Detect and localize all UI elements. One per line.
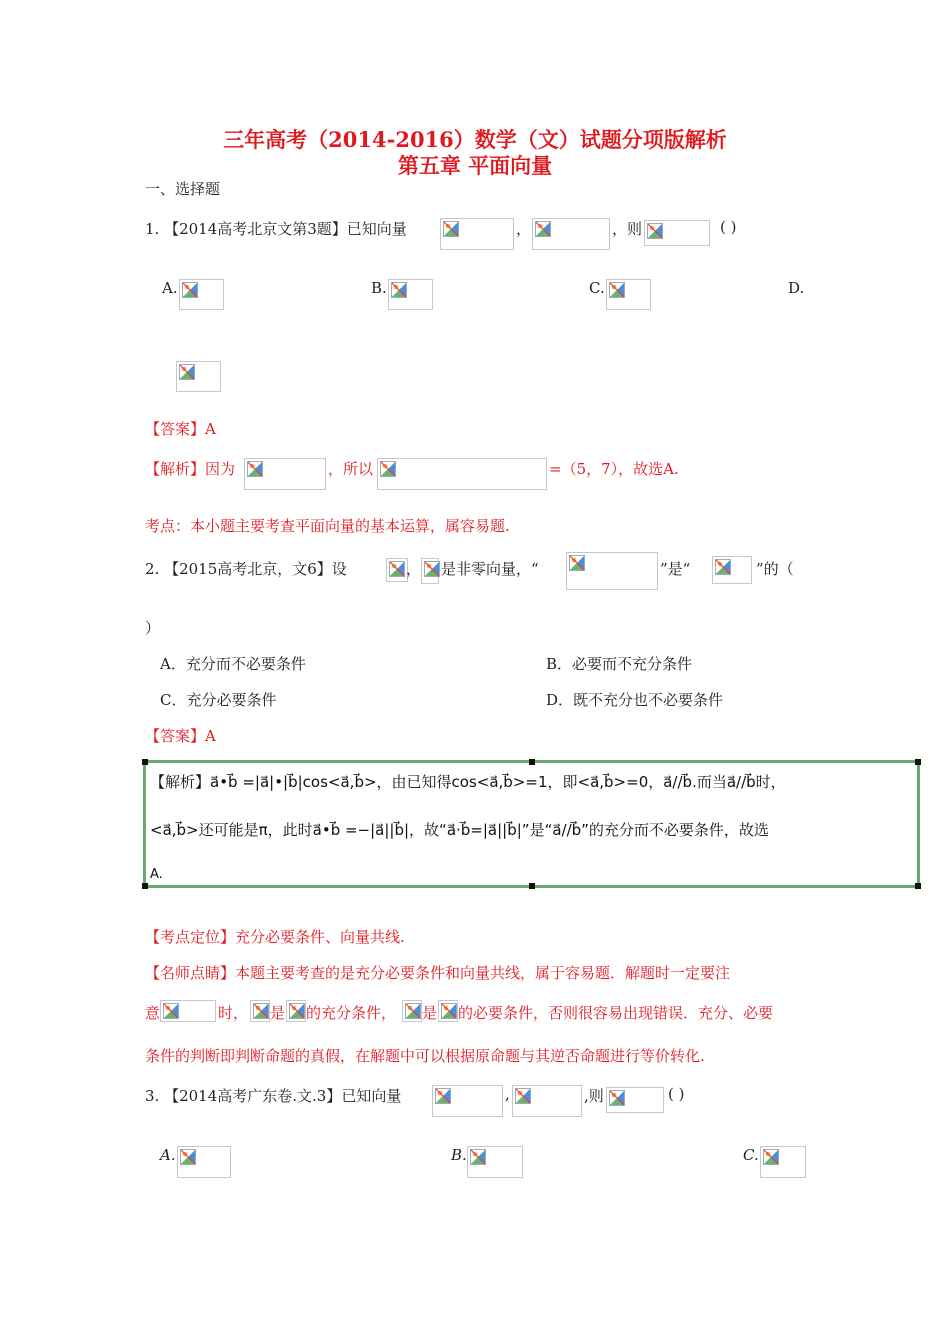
mingshi-line: 条件的判断即判断命题的真假，在解题中可以根据原命题与其逆否命题进行等价转化. <box>145 1047 705 1065</box>
q2-stem: ”是“ <box>660 560 691 578</box>
resize-handle <box>529 883 535 889</box>
analysis: =（5，7），故选A. <box>549 460 679 478</box>
formula-image <box>286 1000 306 1022</box>
broken-image-icon <box>609 1090 625 1106</box>
resize-handle <box>915 883 921 889</box>
comma: ， <box>406 560 422 578</box>
formula-image <box>250 1000 270 1022</box>
answer: 【答案】A <box>145 727 216 745</box>
answer-paren: ( ) <box>720 218 737 236</box>
doc-title: 三年高考（2014-2016）数学（文）试题分项版解析 <box>223 127 727 152</box>
mingshi-text: 意 <box>145 1004 161 1022</box>
section-heading: 一、选择题 <box>145 180 221 198</box>
answer: 【答案】A <box>145 420 216 438</box>
mingshi-text: 时， <box>218 1004 249 1022</box>
knowledge-note: 考点：本小题主要考查平面向量的基本运算，属容易题. <box>145 517 510 535</box>
formula-image <box>512 1085 582 1117</box>
broken-image-icon <box>405 1003 421 1019</box>
formula-image <box>644 220 710 246</box>
analysis: 【解析】因为 <box>145 460 236 478</box>
formula-image <box>432 1085 503 1117</box>
option-image <box>760 1146 806 1178</box>
broken-image-icon <box>470 1149 486 1165</box>
formula-image <box>377 458 547 490</box>
q1-stem: 1. 【2014高考北京文第3题】已知向量 <box>145 220 407 238</box>
formula-image <box>386 558 408 582</box>
mingshi-line: 【名师点睛】本题主要考查的是充分必要条件和向量共线，属于容易题．解题时一定要注 <box>145 964 731 982</box>
broken-image-icon <box>253 1003 269 1019</box>
option-b: B．必要而不充分条件 <box>546 655 693 673</box>
answer-paren: ( ) <box>668 1085 685 1103</box>
broken-image-icon <box>763 1149 779 1165</box>
option-image <box>179 279 224 310</box>
mingshi-text: 的必要条件，否则很容易出现错误．充分、必要 <box>458 1004 774 1022</box>
formula-image <box>532 218 610 250</box>
chapter-title: 第五章 平面向量 <box>397 153 553 178</box>
broken-image-icon <box>289 1003 305 1019</box>
q3-stem: 3. 【2014高考广东卷.文.3】已知向量 <box>145 1087 402 1105</box>
option-label: C. <box>743 1146 759 1164</box>
comma-then: ,则 <box>584 1087 604 1105</box>
resize-handle <box>142 759 148 765</box>
resize-handle <box>915 759 921 765</box>
formula-image <box>244 458 326 490</box>
broken-image-icon <box>389 561 405 577</box>
option-label: D. <box>788 279 805 297</box>
option-image <box>606 279 651 310</box>
broken-image-icon <box>609 282 625 298</box>
option-label: C. <box>589 279 605 297</box>
option-image <box>467 1146 523 1178</box>
analysis-line: <a⃗,b⃗>还可能是π，此时a⃗•b⃗ =−|a⃗||b⃗|，故“a⃗·b⃗=|a⃗||b⃗|”是“a⃗//b⃗”的充分而不必要条件，故选 <box>150 821 769 839</box>
q2-stem: 2. 【2015高考北京，文6】设 <box>145 560 347 578</box>
analysis-line: A. <box>150 867 163 882</box>
comma: ， <box>516 220 532 238</box>
resize-handle <box>142 883 148 889</box>
resize-handle <box>529 759 535 765</box>
formula-image <box>566 552 658 590</box>
broken-image-icon <box>535 221 551 237</box>
option-c: C．充分必要条件 <box>160 691 277 709</box>
option-a: A．充分而不必要条件 <box>160 655 306 673</box>
broken-image-icon <box>647 223 663 239</box>
q2-stem: ”的（ <box>756 560 794 578</box>
comma: , <box>505 1085 510 1103</box>
formula-image <box>438 1000 458 1022</box>
formula-image <box>712 556 752 584</box>
option-image <box>177 1146 231 1178</box>
mingshi-text: 是 <box>270 1004 286 1022</box>
broken-image-icon <box>515 1088 531 1104</box>
formula-image <box>160 1000 216 1022</box>
broken-image-icon <box>443 221 459 237</box>
broken-image-icon <box>247 461 263 477</box>
broken-image-icon <box>435 1088 451 1104</box>
formula-image <box>402 1000 422 1022</box>
analysis: ，所以 <box>328 460 374 478</box>
formula-image <box>440 218 514 250</box>
mingshi-text: 是 <box>422 1004 438 1022</box>
broken-image-icon <box>715 559 731 575</box>
analysis-image-frame <box>143 760 920 888</box>
option-image <box>176 361 221 392</box>
option-image <box>388 279 433 310</box>
mingshi-text: 的充分条件， <box>306 1004 397 1022</box>
broken-image-icon <box>179 364 195 380</box>
formula-image <box>421 558 439 584</box>
broken-image-icon <box>441 1003 457 1019</box>
broken-image-icon <box>391 282 407 298</box>
broken-image-icon <box>569 555 585 571</box>
kaodian: 【考点定位】充分必要条件、向量共线. <box>145 928 405 946</box>
comma-then: ，则 <box>612 220 643 238</box>
option-label: B. <box>371 279 387 297</box>
broken-image-icon <box>180 1149 196 1165</box>
formula-image <box>606 1087 664 1113</box>
broken-image-icon <box>424 561 440 577</box>
broken-image-icon <box>182 282 198 298</box>
broken-image-icon <box>163 1003 179 1019</box>
q2-stem: 是非零向量，“ <box>441 560 539 578</box>
option-label: A. <box>162 279 178 297</box>
option-d: D．既不充分也不必要条件 <box>546 691 724 709</box>
broken-image-icon <box>380 461 396 477</box>
option-label: B. <box>451 1146 467 1164</box>
option-label: A. <box>160 1146 176 1164</box>
analysis-line: 【解析】a⃗•b⃗ =|a⃗|•|b⃗|cos<a⃗,b⃗>，由已知得cos<a⃗,b⃗>=1，即<a⃗,b⃗>=0，a⃗//b⃗.而当a⃗//b⃗时， <box>150 773 786 791</box>
paren-close: ） <box>145 619 161 637</box>
